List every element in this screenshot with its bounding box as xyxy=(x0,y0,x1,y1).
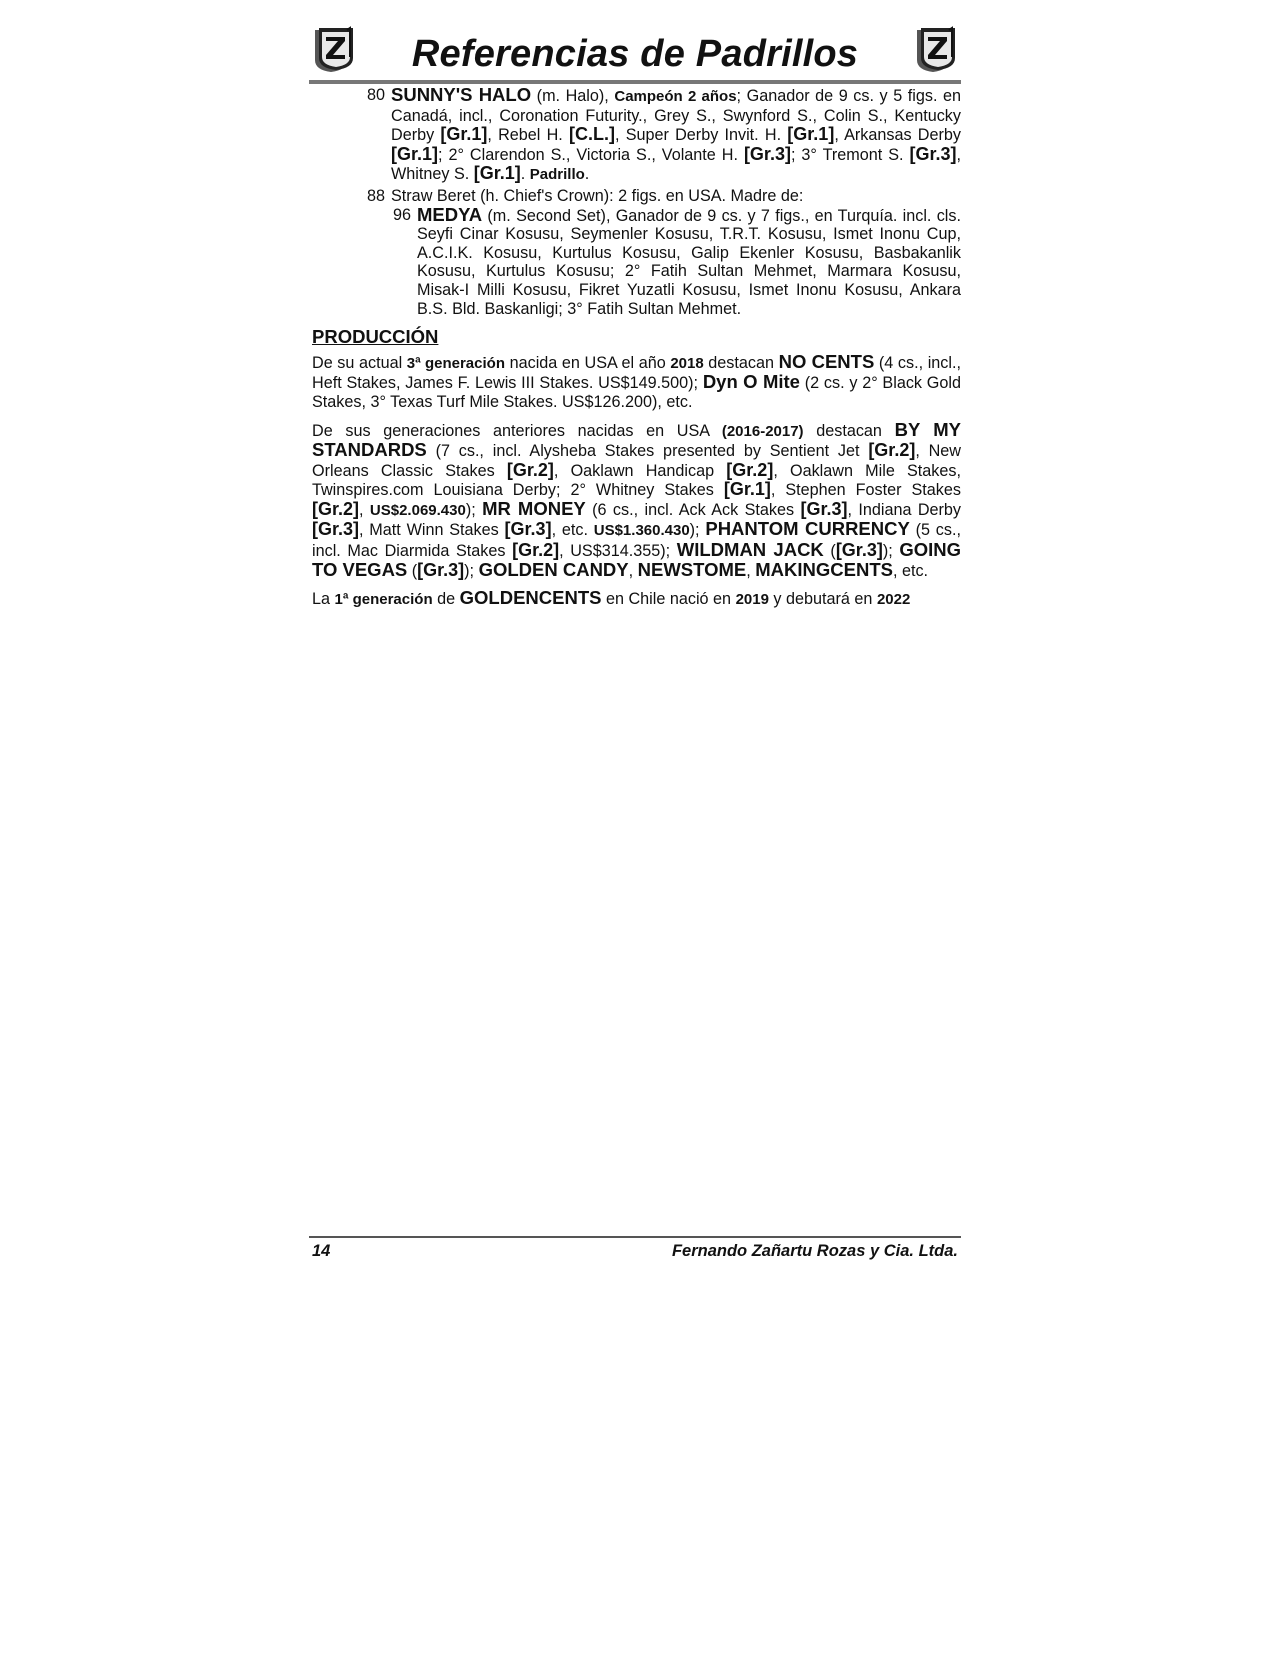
horse-name: GOLDEN CANDY xyxy=(478,558,629,580)
earnings: US$2.069.430 xyxy=(369,501,466,519)
horse-name: MR MONEY xyxy=(482,497,586,519)
produccion-paragraph-3: La 1ª generación de GOLDENCENTS en Chile nació en 2019 y debutará en 2022 xyxy=(312,587,911,609)
grade-badge: [Gr.1] xyxy=(473,163,521,184)
footer-divider xyxy=(309,1236,961,1238)
document-page xyxy=(309,22,961,619)
horse-name: GOING TO VEGAS xyxy=(312,539,962,580)
entry-text: Straw Beret (h. Chief's Crown): 2 figs. en USA. Madre de: xyxy=(391,186,804,205)
entry-year: 96 xyxy=(392,205,411,224)
grade-badge: [Gr.3] xyxy=(835,540,883,561)
horse-name: Dyn O Mite xyxy=(702,371,800,393)
grade-badge: [Gr.2] xyxy=(726,459,774,480)
page-footer xyxy=(309,1236,961,1261)
pedigree-entry-96 xyxy=(387,203,961,319)
produccion-paragraph-1: De su actual 3ª generación nacida en USA el año 2018 destacan NO CENTS (4 cs., incl., Heft Stakes, James F. Lewis III Stakes. US$149.500); Dyn O Mite (2 cs. y 2° Black Gold Stakes, 3° Texas Turf Mile Stakes. US$126.200), etc. xyxy=(312,350,961,411)
horse-name: MAKINGCENTS xyxy=(755,558,893,580)
grade-badge: [C.L.] xyxy=(569,124,615,145)
horse-name: NO CENTS xyxy=(778,350,875,372)
entry-text: MEDYA (m. Second Set), Ganador de 9 cs. y 7 figs., en Turquía. incl. cls. Seyfi Cinar Kosusu, Seymenler Kosusu, T.R.T. Kosusu, Ismet Inonu Cup, A.C.I.K. Kosusu, Kurtulus Kosusu, Galip Ekenler Kosusu, Basbakanlik Kosusu, Kurtulus Kosusu; 2° Fatih Sultan Mehmet, Marmara Kosusu, Misak-I Milli Kosusu, Fikret Yuzatli Kosusu, Ismet Inonu Kosusu, Ankara B.S. Bld. Baskanligi; 3° Fatih Sultan Mehmet. xyxy=(417,203,961,318)
entry-year: 88 xyxy=(366,186,385,205)
grade-badge: [Gr.2] xyxy=(512,540,560,561)
horse-name: PHANTOM CURRENCY xyxy=(705,518,910,540)
grade-badge: [Gr.3] xyxy=(312,519,360,540)
earnings: US$1.360.430 xyxy=(593,522,690,540)
grade-badge: [Gr.3] xyxy=(743,143,791,164)
grade-badge: [Gr.3] xyxy=(417,559,465,580)
grade-badge: [Gr.3] xyxy=(909,143,957,164)
entry-year: 80 xyxy=(366,86,385,104)
grade-badge: [Gr.1] xyxy=(440,124,488,145)
horse-name: GOLDENCENTS xyxy=(459,587,602,609)
grade-badge: [Gr.3] xyxy=(800,498,848,519)
entry-text: SUNNY'S HALO (m. Halo), Campeón 2 años; Ganador de 9 cs. y 5 figs. en Canadá, incl., Coronation Futurity., Grey S., Swynford S., Colin S., Kentucky Derby [Gr.1], Rebel H. [C.L.], Super Derby Invit. H. [Gr.1], Arkansas Derby [Gr.1]; 2° Clarendon S., Victoria S., Volante H. [Gr.3]; 3° Tremont S. [Gr.3], Whitney S. [Gr.1]. Padrillo. xyxy=(391,84,962,184)
section-title: PRODUCCIÓN xyxy=(312,326,439,348)
zr-shield-logo-icon xyxy=(911,24,961,74)
grade-badge: [Gr.1] xyxy=(723,479,771,500)
grade-badge: [Gr.2] xyxy=(868,440,916,461)
grade-badge: [Gr.3] xyxy=(504,519,552,540)
page-header xyxy=(309,22,961,80)
grade-badge: [Gr.1] xyxy=(391,143,439,164)
grade-badge: [Gr.1] xyxy=(787,124,835,145)
publisher-name: Fernando Zañartu Rozas y Cia. Ltda. xyxy=(671,1241,958,1260)
horse-name: BY MY STANDARDS xyxy=(312,418,961,461)
grade-badge: [Gr.2] xyxy=(312,498,360,519)
padrillo-label: Padrillo xyxy=(529,166,585,184)
grade-badge: [Gr.2] xyxy=(506,459,554,480)
page-number: 14 xyxy=(312,1241,331,1260)
page-title: Referencias de Padrillos xyxy=(411,33,859,75)
pedigree-entry-80 xyxy=(361,86,961,185)
horse-name: NEWSTOME xyxy=(637,558,747,580)
horse-name: MEDYA xyxy=(417,203,483,225)
produccion-paragraph-2: De sus generaciones anteriores nacidas en USA (2016-2017) destacan BY MY STANDARDS (7 cs., incl. Alysheba Stakes presented by Sentient Jet [Gr.2], New Orleans Classic Stakes [Gr.2], Oaklawn Handicap [Gr.2], Oaklawn Mile Stakes, Twinspires.com Louisiana Derby; 2° Whitney Stakes [Gr.1], Stephen Foster Stakes [Gr.2], US$2.069.430); MR MONEY (6 cs., incl. Ack Ack Stakes [Gr.3], Indiana Derby [Gr.3], Matt Winn Stakes [Gr.3], etc. US$1.360.430); PHANTOM CURRENCY (5 cs., incl. Mac Diarmida Stakes [Gr.2], US$314.355); WILDMAN JACK ([Gr.3]); GOING TO VEGAS ([Gr.3]); GOLDEN CANDY, NEWSTOME, MAKINGCENTS, etc. xyxy=(312,418,962,580)
horse-name: SUNNY'S HALO xyxy=(391,84,532,105)
champion-label: Campeón 2 años xyxy=(614,88,737,105)
horse-name: WILDMAN JACK xyxy=(676,539,824,561)
